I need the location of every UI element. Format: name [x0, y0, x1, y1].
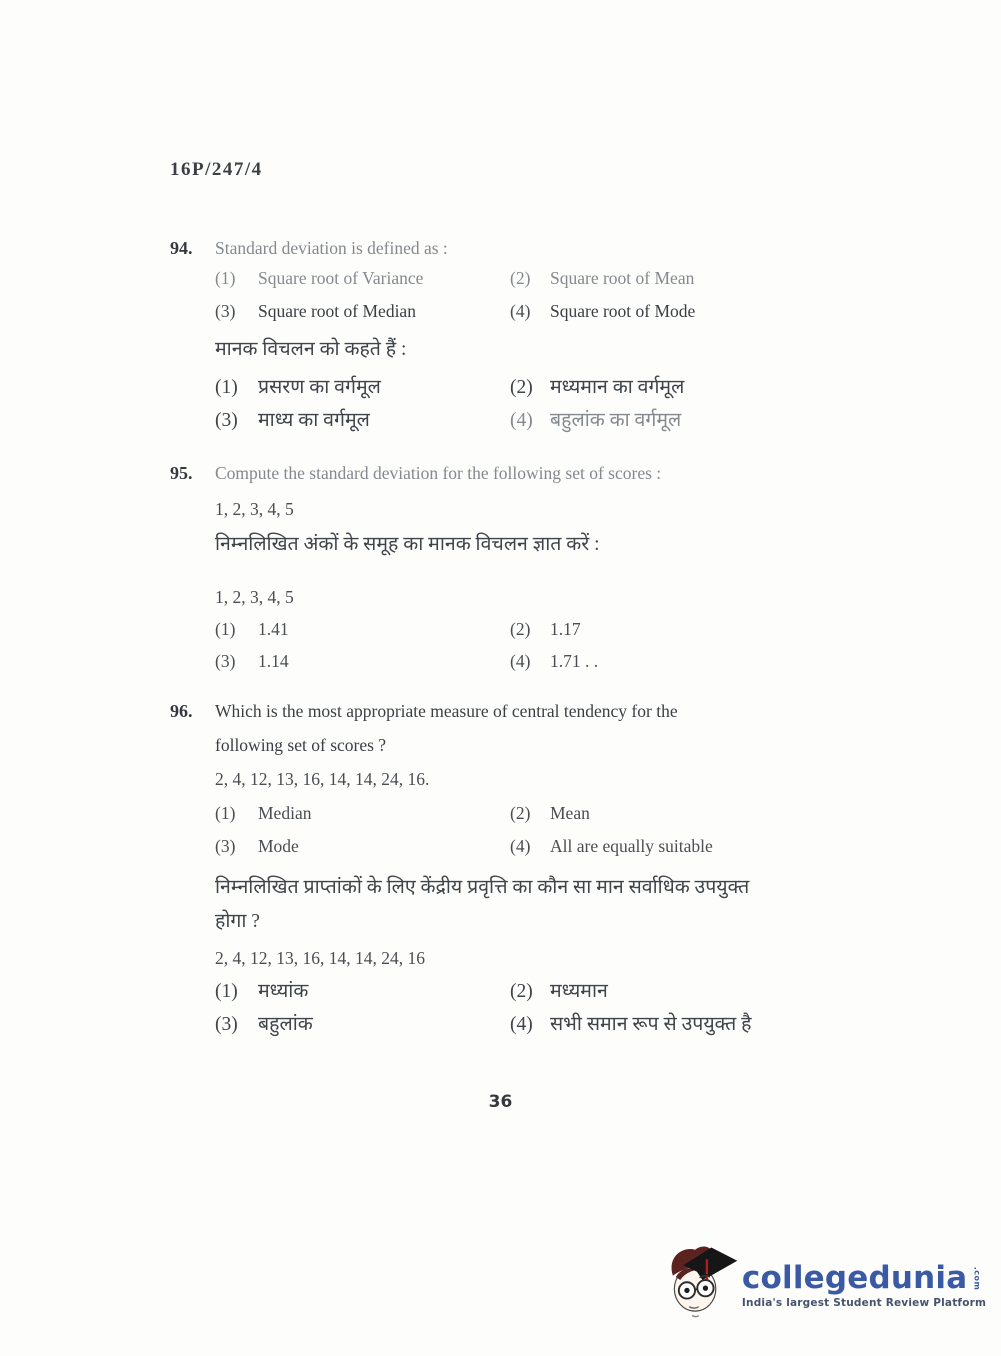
option-number: (2)	[510, 981, 533, 1002]
question-text-en: Compute the standard deviation for the following set of scores :	[215, 463, 662, 483]
option-number: (3)	[215, 410, 238, 431]
option-number: (2)	[510, 803, 531, 823]
option-number: (1)	[215, 619, 236, 639]
page-number: 36	[488, 1092, 513, 1112]
option-label: मध्यमान	[550, 981, 608, 1002]
options-row	[215, 1009, 1001, 1041]
option-label: माध्य का वर्गमूल	[258, 410, 370, 431]
option-label: Mean	[550, 803, 590, 823]
options-row	[215, 647, 1001, 675]
option-number: (1)	[215, 268, 236, 288]
options-row	[215, 405, 1001, 437]
options-row	[215, 976, 1001, 1008]
scores-line: 1, 2, 3, 4, 5	[215, 587, 294, 607]
option-number: (2)	[510, 619, 531, 639]
collegedunia-mascot-icon	[664, 1241, 738, 1330]
question-text-hi: होगा ?	[215, 911, 260, 932]
option-label: Square root of Mean	[550, 268, 695, 288]
options-row	[215, 297, 1001, 325]
options-row	[215, 832, 1001, 860]
question-text-en: Standard deviation is defined as :	[215, 238, 448, 258]
option-number: (2)	[510, 377, 533, 398]
question-96	[0, 697, 1001, 1041]
option-label: Mode	[258, 836, 299, 856]
option-label: 1.41	[258, 619, 289, 639]
question-number: 94.	[170, 238, 193, 258]
option-label: सभी समान रूप से उपयुक्त है	[550, 1014, 752, 1035]
scores-line: 1, 2, 3, 4, 5	[215, 499, 294, 519]
question-text-hi: मानक विचलन को कहते हैं :	[215, 339, 407, 360]
option-number: (4)	[510, 651, 531, 671]
option-number: (3)	[215, 1014, 238, 1035]
question-number: 96.	[170, 701, 193, 721]
options-row	[215, 615, 1001, 643]
option-number: (2)	[510, 268, 531, 288]
option-label: Square root of Mode	[550, 301, 696, 321]
options-row	[215, 799, 1001, 827]
option-label: All are equally suitable	[550, 836, 713, 856]
option-label: 1.71 . .	[550, 651, 599, 671]
option-label: Median	[258, 803, 312, 823]
option-number: (3)	[215, 301, 236, 321]
option-label: Square root of Variance	[258, 268, 424, 288]
scores-line: 2, 4, 12, 13, 16, 14, 14, 24, 16	[215, 948, 425, 968]
option-number: (3)	[215, 836, 236, 856]
question-text-en: following set of scores ?	[215, 735, 387, 755]
option-number: (1)	[215, 803, 236, 823]
option-number: (4)	[510, 410, 533, 431]
question-text-en: Which is the most appropriate measure of central tendency for the	[215, 701, 678, 721]
question-text-hi: निम्नलिखित प्राप्तांकों के लिए केंद्रीय प्रवृत्ति का कौन सा मान सर्वाधिक उपयुक्त	[215, 877, 750, 898]
option-number: (1)	[215, 981, 238, 1002]
options-row	[215, 372, 1001, 404]
option-number: (4)	[510, 836, 531, 856]
brand-name: collegedunia	[741, 1260, 968, 1296]
question-95	[0, 459, 1001, 675]
brand-domain-suffix: .com	[972, 1266, 982, 1290]
option-number: (3)	[215, 651, 236, 671]
option-label: Square root of Median	[258, 301, 416, 321]
question-94	[0, 234, 1001, 437]
options-row	[215, 264, 1001, 292]
option-number: (1)	[215, 377, 238, 398]
option-label: मध्यमान का वर्गमूल	[550, 377, 685, 398]
brand-tagline: India's largest Student Review Platform	[741, 1297, 987, 1309]
option-label: प्रसरण का वर्गमूल	[258, 377, 381, 398]
question-number: 95.	[170, 463, 193, 483]
option-label: 1.17	[550, 619, 581, 639]
option-label: बहुलांक का वर्गमूल	[550, 410, 682, 431]
paper-code: 16P/247/4	[170, 159, 263, 180]
option-label: बहुलांक	[258, 1014, 313, 1035]
question-text-hi: निम्नलिखित अंकों के समूह का मानक विचलन ज्ञात करें :	[215, 534, 600, 555]
option-number: (4)	[510, 1014, 533, 1035]
option-number: (4)	[510, 301, 531, 321]
scores-line: 2, 4, 12, 13, 16, 14, 14, 24, 16.	[215, 769, 430, 789]
option-label: 1.14	[258, 651, 289, 671]
option-label: मध्यांक	[258, 981, 309, 1002]
collegedunia-watermark	[664, 1241, 989, 1330]
